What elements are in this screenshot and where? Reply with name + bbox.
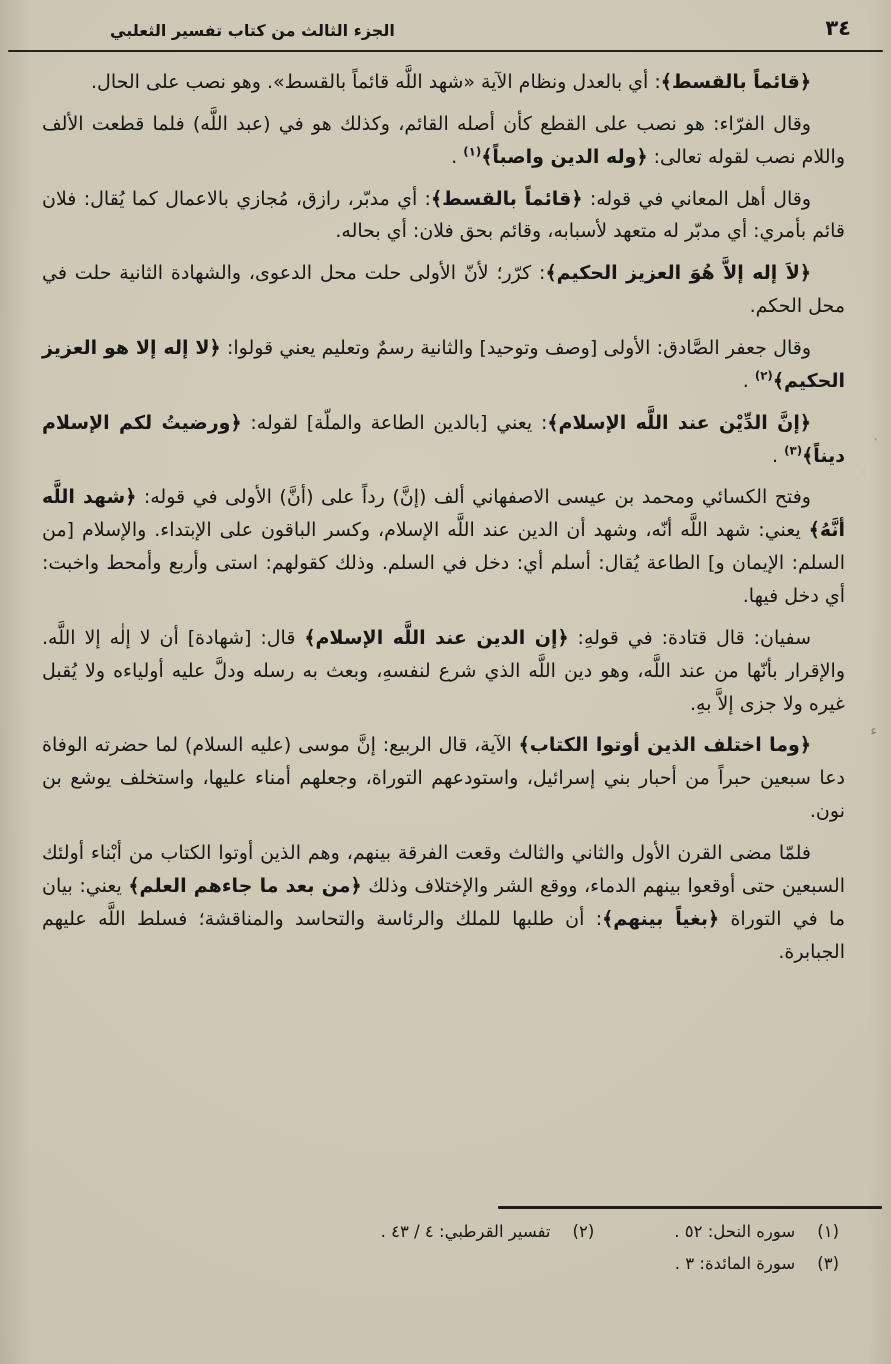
text-run: قال: [شهادة] أن لا إلٰه إلا اللَّه. والإقرار بأنّها من عند اللَّه، وهو دين اللَّه الذي شرع لنفسهِ، وبعث به رسله ودلَّ عليه أولياءه ولا يُقبل غيره ولا جزى إلاَّ بهِ. [42, 626, 845, 715]
paragraph [42, 257, 845, 323]
text-run: . [451, 145, 464, 168]
footnote-number: (٣) [817, 1254, 839, 1273]
paragraph [42, 837, 845, 968]
quran-quote: ﴿شهد اللَّه أنَّهُ﴾ [42, 486, 845, 542]
footnote-rule [498, 1206, 882, 1209]
paragraph [42, 183, 845, 249]
quran-quote: ﴿قائماً بالقسط﴾ [430, 187, 583, 210]
quran-quote: ﴿قائماً بالقسط﴾ [660, 71, 811, 93]
footnote-text: سورة المائدة: ٣ . [674, 1254, 796, 1273]
paragraph [42, 407, 845, 473]
text-run: : أي مدبّر، رازق، مُجازي بالاعمال كما يُقال: فلان قائم بأمري: أي مدبّر له متعهد لأسبابه، وقائم بحق فلان: أي بحاله. [42, 187, 845, 243]
footnote [674, 1222, 839, 1241]
text-run: : أي بالعدل ونظام الآية «شهد اللَّه قائماً بالقسط». وهو نصب على الحال. [91, 71, 661, 93]
quran-quote: ﴿إنَّ الدِّيْن عند اللَّه الإسلام﴾ [547, 411, 812, 434]
footnote-ref: (٣) [784, 443, 803, 458]
footnote-text: سوره النحل: ٥٢ . [674, 1222, 796, 1241]
paragraph [42, 108, 845, 174]
paragraph [42, 481, 845, 612]
text-run: فلمّا مضى القرن الأول والثاني والثالث وقعت الفرقة بينهم، وهم الذين أوتوا الكتاب من أبْناء أولئك السبعين حتى أوقعوا بينهم الدماء، ووقع الشر والإختلاف وذلك [42, 842, 845, 897]
quran-quote: ﴿إن الدين عند اللَّه الإسلام﴾ [304, 626, 569, 649]
footnote-number: (١) [817, 1222, 839, 1241]
text-run: وفتح الكسائي ومحمد بن عيسى الاصفهاني ألف (إنَّ) رداً على (أنَّ) الأولى في قوله: [136, 486, 811, 509]
footnotes-right-column [674, 1222, 839, 1273]
body-text [42, 66, 845, 977]
paragraph [42, 66, 845, 99]
text-run: : أن طلبها للملك والرئاسة والتحاسد والمناقشة؛ فسلط اللَّه عليهم الجبابرة. [42, 907, 845, 963]
footnote-number: (٢) [572, 1222, 595, 1241]
quran-quote: ﴿من بعد ما جاءهم العلم﴾ [128, 874, 362, 897]
text-run: سفيان: قال قتادة: في قولهِ: [568, 626, 811, 649]
text-run: وقال أهل المعاني في قوله: [582, 187, 812, 210]
text-run: الآية، قال الربيع: إنَّ موسى (عليه السلام) لما حضرته الوفاة دعا سبعين حبراً من أحبار بني إسرائيل، واستودعهم التوراة، وجعلهم أمناء عليها، واستخلف يوشع بن نون. [42, 734, 845, 823]
quran-quote: ﴿لا إله إلا هو العزيز الحكيم﴾ [42, 337, 845, 392]
quran-quote: ﴿لاَ إله إلاَّ هُوَ العزيز الحكيم﴾ [545, 262, 812, 285]
quran-quote: ﴿بغياً بينهم﴾ [602, 907, 720, 930]
text-run: يعني: شهد اللَّه أنّه، وشهد أن الدين عند اللَّه الإسلام، وكسر الباقون على الإبتداء. والإسلام [من السلم: الإيمان و] الطاعة يُقال: أسلم أي: دخل في السلم. وذلك كقولهم: استى وأربع وأمحط واخبت: أي دخل فيها. [42, 519, 845, 608]
text-run: وقال جعفر الصَّادق: الأولى [وصف وتوحيد] والثانية رسمٌ وتعليم يعني قولوا: [220, 337, 811, 360]
scan-speck: · [862, 468, 865, 477]
scan-speck: ء [870, 723, 877, 739]
footnote-ref: (٢) [754, 368, 773, 383]
page-number: ٣٤ [825, 16, 851, 40]
quran-quote: ﴿وله الدين واصباً﴾ [481, 145, 648, 168]
text-run: : يعني [بالدين الطاعة والملّة] لقوله: [241, 411, 548, 434]
paragraph [42, 622, 845, 721]
paragraph [42, 729, 845, 828]
footnotes-left-column [381, 1222, 595, 1241]
quran-quote: ﴿ورضيتُ لكم الإسلام ديناً﴾ [42, 411, 845, 467]
footnotes [52, 1222, 839, 1273]
footnote [381, 1222, 595, 1241]
text-run: . [772, 444, 785, 467]
text-run: . [742, 369, 755, 392]
text-run: : كرّر؛ لأنّ الأولى حلت محل الدعوى، والشهادة الثانية حلت في محل الحكم. [42, 262, 845, 318]
footnote-text: تفسير القرطبي: ٤ / ٤٣ . [380, 1222, 551, 1241]
footnote-ref: (١) [463, 144, 482, 159]
page-header [0, 14, 891, 48]
text-run: وقال الفرّاء: هو نصب على القطع كأن أصله القائم، وكذلك هو في (عبد اللَّه) فلما قطعت الألف واللام نصب لقوله تعالى: [42, 112, 845, 168]
quran-quote: ﴿وما اختلف الذين أوتوا الكتاب﴾ [518, 734, 811, 757]
footnote [674, 1254, 839, 1273]
paragraph [42, 332, 845, 398]
text-run: يعني: بيان ما في التوراة [42, 874, 846, 930]
header-title: الجزء الثالث من كتاب تفسير الثعلبي [110, 21, 395, 40]
header-rule [8, 50, 883, 52]
